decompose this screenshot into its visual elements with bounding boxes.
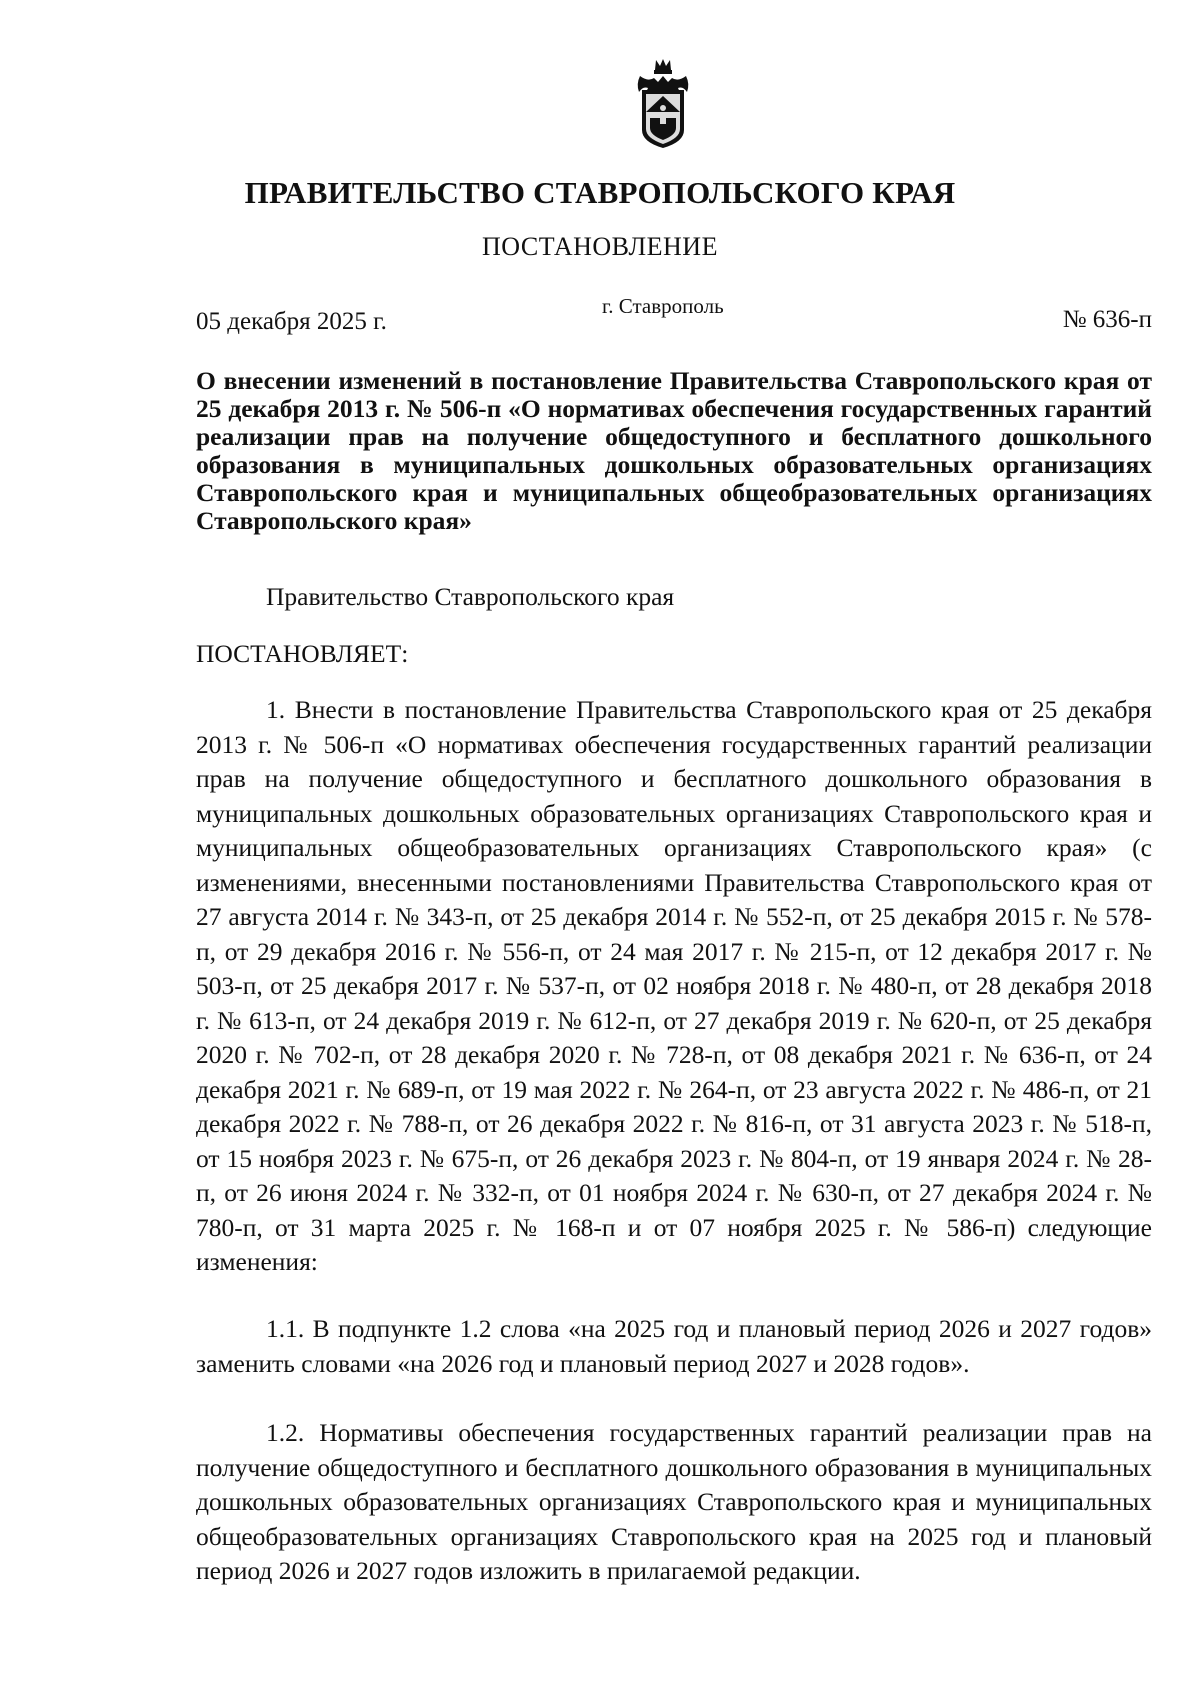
government-line: Правительство Ставропольского края [266, 582, 675, 611]
organization-title: ПРАВИТЕЛЬСТВО СТАВРОПОЛЬСКОГО КРАЯ [244, 175, 956, 210]
paragraph-1-1: 1.1. В подпункте 1.2 слова «на 2025 год и плановый период 2026 и 2027 годов» заменить словами «на 2026 год и плановый период 2027 и 2028 годов». [196, 1314, 1152, 1378]
coat-of-arms-icon [634, 58, 692, 150]
document-subject: О внесении изменений в постановление Правительства Ставропольского края от 25 декабря 2013 г. № 506-п «О нормативах обеспечения государственных гарантий реализации прав на получение общедоступного и бесплатного дошкольного образования в муниципальных дошкольных образовательных организациях Ставропольского края и муниципальных общеобразовательных организациях Ставропольского края» [196, 366, 1152, 535]
document-type: ПОСТАНОВЛЕНИЕ [482, 232, 718, 261]
paragraph-1-2: 1.2. Нормативы обеспечения государственных гарантий реализации прав на получение общедоступного и бесплатного дошкольного образования в муниципальных дошкольных образовательных организациях Ставропольского края и муниципальных общеобразовательных организациях Ставропольского края на 2025 год и плановый период 2026 и 2027 годов изложить в прилагаемой редакции. [196, 1418, 1152, 1585]
document-number: № 636-п [1062, 306, 1152, 333]
decides-heading: ПОСТАНОВЛЯЕТ: [196, 639, 409, 668]
document-city: г. Ставрополь [602, 294, 724, 318]
paragraph-1: 1. Внести в постановление Правительства Ставропольского края от 25 декабря 2013 г. № 506-п «О нормативах обеспечения государственных гарантий реализации прав на получение общедоступного и бесплатного дошкольного образования в муниципальных дошкольных образовательных организациях Ставропольского края и муниципальных общеобразовательных организациях Ставропольского края» (с изменениями, внесенными постановлениями Правительства Ставропольского края от 27 августа 2014 г. № 343-п, от 25 декабря 2014 г. № 552-п, от 25 декабря 2015 г. № 578-п, от 29 декабря 2016 г. № 556-п, от 24 мая 2017 г. № 215-п, от 12 декабря 2017 г. № 503-п, от 25 декабря 2017 г. № 537-п, от 02 ноября 2018 г. № 480-п, от 28 декабря 2018 г. № 613-п, от 24 декабря 2019 г. № 612-п, от 27 декабря 2019 г. № 620-п, от 25 декабря 2020 г. № 702-п, от 28 декабря 2020 г. № 728-п, от 08 декабря 2021 г. № 636-п, от 24 декабря 2021 г. № 689-п, от 19 мая 2022 г. № 264-п, от 23 августа 2022 г. № 486-п, от 21 декабря 2022 г. № 788-п, от 26 декабря 2022 г. № 816-п, от 31 августа 2023 г. № 518-п, от 15 ноября 2023 г. № 675-п, от 26 декабря 2023 г. № 804-п, от 19 января 2024 г. № 28-п, от 26 июня 2024 г. № 332-п, от 01 ноября 2024 г. № 630-п, от 27 декабря 2024 г. № 780-п, от 31 марта 2025 г. № 168-п и от 07 ноября 2025 г. № 586-п) следующие изменения: [196, 695, 1152, 1276]
document-date: 05 декабря 2025 г. [196, 308, 387, 335]
